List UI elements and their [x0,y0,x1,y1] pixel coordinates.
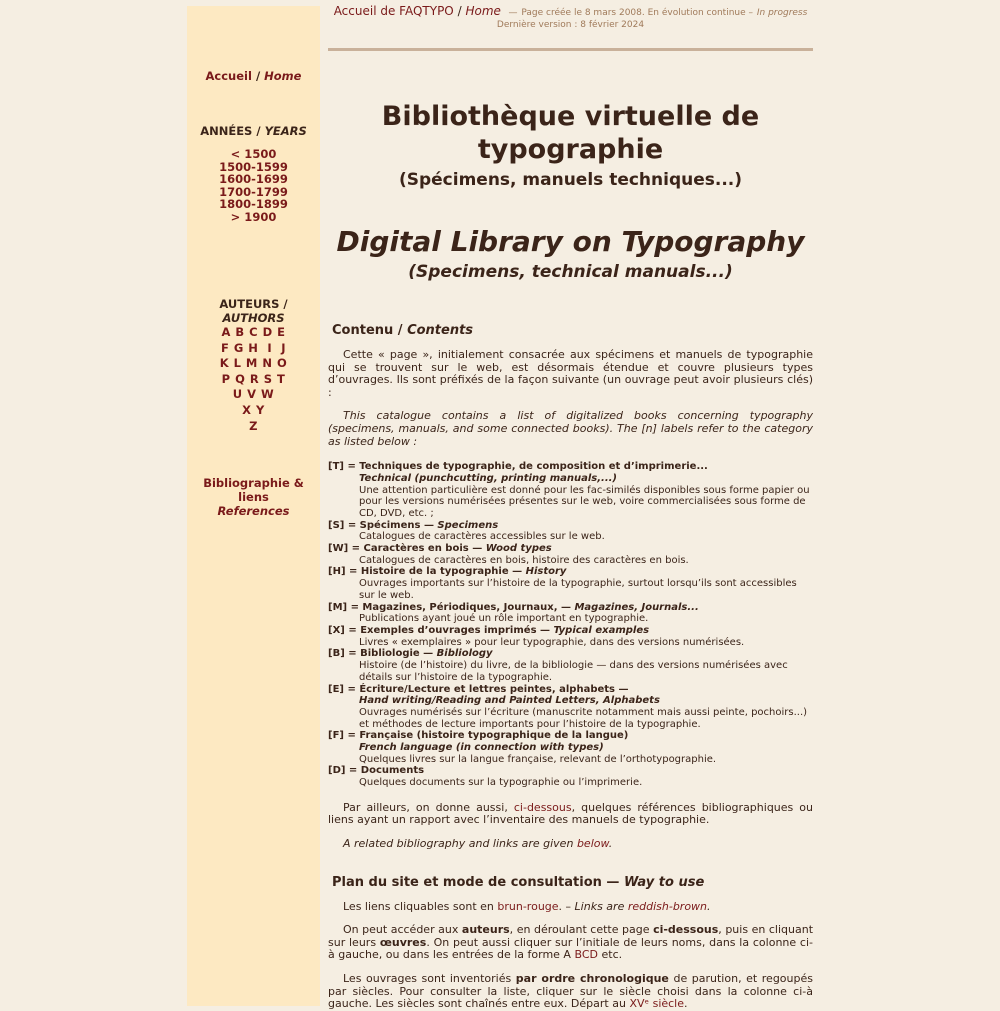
category-key: [H] = Histoire de la typographie — [328,566,523,578]
chrono-text: Les ouvrages sont inventoriés [343,972,512,985]
authors-strong: œuvres [379,935,427,949]
letter-row[interactable]: P Q R S T [221,371,286,386]
category-key: [D] = Documents [328,765,425,777]
category-desc: Publications ayant joué un rôle important en typographie. [359,613,649,625]
page-header [328,5,813,31]
category-desc: Catalogues de caractères en bois, histoire des caractères en bois. [359,554,689,566]
category-desc: Livres « exemplaires » pour leur typographie, dans des versions numérisées. [359,636,745,648]
category-desc: Quelques documents sur la typographie ou l’imprimerie. [359,777,643,789]
plan-heading [332,875,813,890]
category-item [328,765,813,788]
color-link-en[interactable]: reddish-brown [627,899,708,913]
page-title-fr: Bibliothèque virtuelle de typographie [381,101,760,165]
year-link[interactable]: 1800-1899 [219,197,288,212]
category-item [328,543,813,566]
category-sub-en: Hand writing/Reading and Painted Letters, Alphabets [359,695,660,707]
years-heading-en: YEARS [264,124,307,138]
references-en[interactable]: References [217,504,290,518]
authors-text: On peut accéder aux [343,923,459,937]
year-link[interactable]: 1500-1599 [219,159,288,174]
header-dash: — [508,8,518,18]
color-link-fr[interactable]: brun-rouge [497,899,559,913]
related-text: A related bibliography and links are given [343,837,574,851]
authors-paragraph [328,924,813,962]
in-progress-note: In progress [756,8,808,18]
breadcrumb-sep: / [457,4,462,18]
category-key-en: History [525,566,567,578]
references-link[interactable] [187,476,320,518]
category-desc: Quelques livres sur la langue française, relevant de l’orthotypographie. [359,753,717,765]
category-item [328,648,813,683]
years-heading-fr: ANNÉES [200,124,253,138]
home-label-fr[interactable]: Accueil [205,69,252,83]
category-key: [E] = Écriture/Lecture et lettres peintes, alphabets — [328,683,629,695]
category-key: [B] = Bibliologie — [328,648,434,660]
below-link[interactable]: ci-dessous [513,800,572,814]
header-divider [328,48,813,51]
also-paragraph [328,802,813,827]
sidebar [187,6,320,1006]
home-sep: / [255,69,261,83]
related-paragraph [328,838,813,851]
chrono-strong: par ordre chronologique [515,972,669,985]
category-key: [X] = Exemples d’ouvrages imprimés — [328,625,550,636]
bcd-link[interactable]: BCD [574,948,598,962]
contents-heading-en: Contents [407,323,474,338]
created-note: Page créée le 8 mars 2008. En évolution continue – [521,8,754,18]
category-sub-en: French language (in connection with types) [359,742,604,754]
below-link-en[interactable]: below [576,837,609,851]
category-key: [T] = Techniques de typographie, de composition et d’imprimerie... [328,461,708,473]
category-item [328,461,813,520]
home-label-en[interactable]: Home [264,69,302,83]
authors-strong: auteurs [461,923,510,937]
category-list [328,461,813,789]
category-desc: Catalogues de caractères accessibles sur le web. [359,531,605,543]
letter-row[interactable]: Z [249,418,258,433]
year-link[interactable]: 1700-1799 [219,184,288,199]
category-key-en: Magazines, Journals... [574,601,699,613]
also-text-after: , quelques références bibliographiques ou liens ayant un rapport avec l’inventaire des manuels de typographie. [328,800,814,827]
year-link[interactable]: > 1900 [230,209,277,224]
authors-strong: ci-dessous [653,923,719,937]
authors-text: , puis en cliquant sur leurs [328,923,814,949]
breadcrumb-home[interactable]: Accueil de FAQTYPO [333,4,454,18]
plan-heading-fr: Plan du site et mode de consultation — [332,874,620,890]
category-sub-en: Technical (punchcutting, printing manuals,...) [359,472,618,484]
category-item [328,602,813,625]
links-paragraph [328,901,813,914]
links-text-en: Links are [574,899,625,913]
category-desc: Une attention particulière est donné pour les fac-similés disponibles sous forme papier ou pour les versions numérisées présentes sur le web, voire commercialisées sous forme de CD, DVD, etc. ; [359,484,810,519]
authors-heading-fr: AUTEURS [219,297,280,311]
authors-text: etc. [601,948,623,962]
sidebar-home-link[interactable] [187,69,320,83]
authors-heading-en: AUTHORS [222,311,285,325]
letter-row[interactable]: X Y [242,402,265,417]
page-title-en: Digital Library on Typography [336,225,805,258]
breadcrumb-home-en[interactable]: Home [465,4,501,18]
letter-row[interactable]: K L M N O [219,356,288,371]
years-list [187,148,320,224]
links-sep: . – [558,899,572,913]
page-subtitle-fr: (Spécimens, manuels techniques...) [398,170,743,190]
category-key-en: Specimens [437,519,499,531]
contents-heading-fr: Contenu / [332,323,403,338]
category-item [328,520,813,543]
category-item [328,625,813,648]
category-key-en: Typical examples [553,625,650,636]
authors-heading: AUTEURS / AUTHORS [219,297,288,325]
category-desc: Histoire (de l’histoire) du livre, de la bibliologie — dans des versions numérisées avec détails sur l’histoire de la typographie. [359,660,788,683]
letter-row[interactable]: A B C D E [221,325,286,339]
main-content [328,100,813,1011]
chrono-text: de parution, et regoupés par siècles. Pour consulter la liste, cliquer sur le siècle choisi dans la colonne ci-à gauche. Les siècles sont chaînés entre eux. Départ au [328,972,813,1011]
author-letters [187,325,320,434]
category-item [328,684,813,731]
category-key: [W] = Caractères en bois — [328,543,483,555]
letter-row[interactable]: F G H I J [221,340,286,355]
category-item [328,730,813,765]
category-key-en: Bibliology [436,648,493,660]
links-text: Les liens cliquables sont en [343,899,494,913]
last-version: Dernière version : 8 février 2024 [496,20,645,30]
year-link[interactable]: < 1500 [230,147,277,161]
chrono-end: . [684,997,688,1011]
chrono-paragraph [328,973,813,1011]
category-item [328,566,813,601]
also-text: Par ailleurs, on donne aussi, [343,800,508,814]
authors-text: , en déroulant cette page [509,923,650,937]
category-desc: Ouvrages numérisés sur l’écriture (manuscrite notamment mais aussi peinte, pochoirs...) et méthodes de lecture importants pour l’histoire de la typographie. [359,706,808,730]
category-key: [S] = Spécimens — [328,519,434,531]
related-text-after: . [608,837,613,851]
references-fr[interactable]: Bibliographie & liens [203,476,304,504]
intro-fr: Cette « page », initialement consacrée aux spécimens et manuels de typographie qui se trouvent sur le web, est désormais étendue et couvre plusieurs types d’ouvrages. Ils sont préfixés de la façon suivante (un ouvrage peut avoir plusieurs clés) : [328,348,813,399]
category-desc: Ouvrages importants sur l’histoire de la typographie, surtout lorsqu’ils sont accessibles sur le web. [359,578,797,601]
category-key-en: Wood types [485,543,552,555]
contents-heading [332,323,813,338]
category-key: [M] = Magazines, Périodiques, Journaux, — [328,601,571,613]
links-text-en-after: . [707,899,711,913]
intro-en: This catalogue contains a list of digitalized books concerning typography (specimens, manuals, and some connected books). The [n] labels refer to the category as listed below : [328,409,813,448]
century-link[interactable]: XVᵉ siècle [629,997,685,1011]
letter-row[interactable]: U V W [232,387,275,402]
years-heading: ANNÉES / YEARS [200,124,307,138]
plan-heading-en: Way to use [623,874,705,890]
page-subtitle-en: (Specimens, technical manuals...) [408,262,733,282]
authors-text: . On peut aussi cliquer sur l’initiale de leurs noms, dans la colonne ci-à gauche, ou dans les entrées de la forme A [328,935,814,962]
category-key: [F] = Française (histoire typographique de la langue) [328,730,629,742]
year-link[interactable]: 1600-1699 [219,172,288,187]
